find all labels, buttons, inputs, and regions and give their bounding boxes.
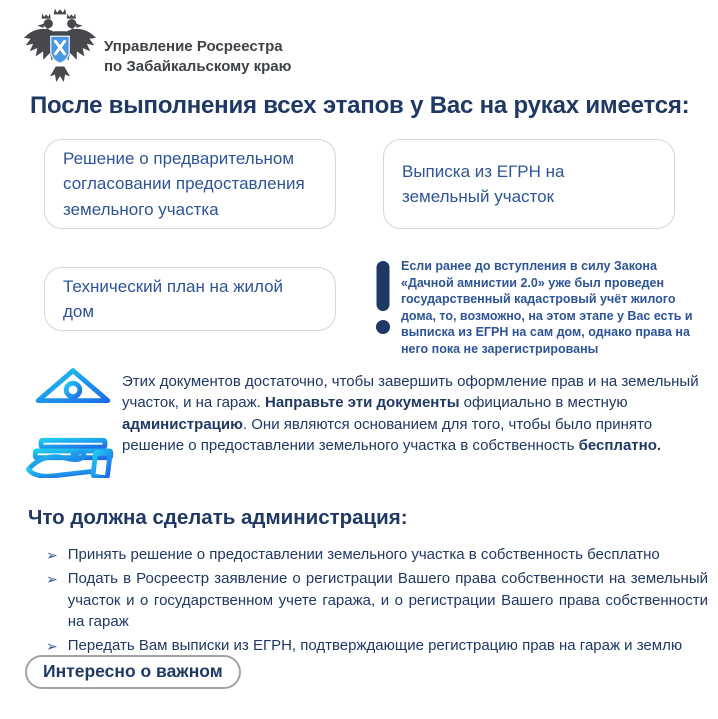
exclamation-mark-icon	[375, 261, 391, 343]
org-name-line1: Управление Росреестра	[104, 38, 283, 55]
warning-note-text: Если ранее до вступления в силу Закона «Дачной амнистии 2.0» уже был проведен государственный кадастровый учёт жилого дома, то, возможно, на этом этапе у Вас есть и выписка из ЕГРН на сам дом, однако права на него пока не зарегистрированы	[401, 259, 693, 356]
admin-task-list	[46, 544, 708, 659]
warning-note	[375, 258, 709, 357]
rubric-tag-pill: Интересно о важном	[25, 655, 241, 689]
admin-task-text: Передать Вам выписки из ЕГРН, подтверждающие регистрацию прав на гараж и землю	[67, 637, 683, 654]
arrowhead-bullet-icon: ➢	[46, 547, 58, 563]
card-label: Решение о предварительном согласовании предоставления земельного участка	[63, 148, 305, 219]
card-egrn-land-extract	[383, 139, 675, 229]
admin-task-text: Подать в Росреестр заявление о регистрации Вашего права собственности на земельный участок и о государственном учете гаража, и о регистрации Вашего права собственности на гараж	[67, 569, 708, 631]
page-title: После выполнения всех этапов у Вас на руках имеется:	[30, 92, 690, 119]
admin-task-item	[46, 635, 708, 657]
bank-in-hand-icon	[24, 360, 122, 478]
rosreestr-eagle-emblem	[18, 6, 102, 90]
info-paragraph: Этих документов достаточно, чтобы завершить оформление прав и на земельный участок, и на гараж. Направьте эти документы официально в местную администрацию. Они являются основанием для того, чтобы было принято решение о предоставлении земельного участка в собственность бесплатно.	[122, 373, 699, 454]
card-preliminary-approval	[44, 139, 336, 229]
card-label: Выписка из ЕГРН на земельный участок	[402, 161, 565, 206]
arrowhead-bullet-icon: ➢	[46, 570, 58, 587]
admin-section-heading: Что должна сделать администрация:	[28, 506, 408, 529]
admin-task-item	[46, 568, 708, 633]
org-name	[104, 37, 291, 76]
arrowhead-bullet-icon: ➢	[46, 638, 58, 654]
admin-task-text: Принять решение о предоставлении земельного участка в собственность бесплатно	[67, 546, 660, 563]
admin-task-item	[46, 544, 708, 566]
card-technical-plan	[44, 267, 336, 331]
org-name-line2: по Забайкальскому краю	[104, 57, 292, 75]
card-label: Технический план на жилой дом	[63, 276, 284, 321]
